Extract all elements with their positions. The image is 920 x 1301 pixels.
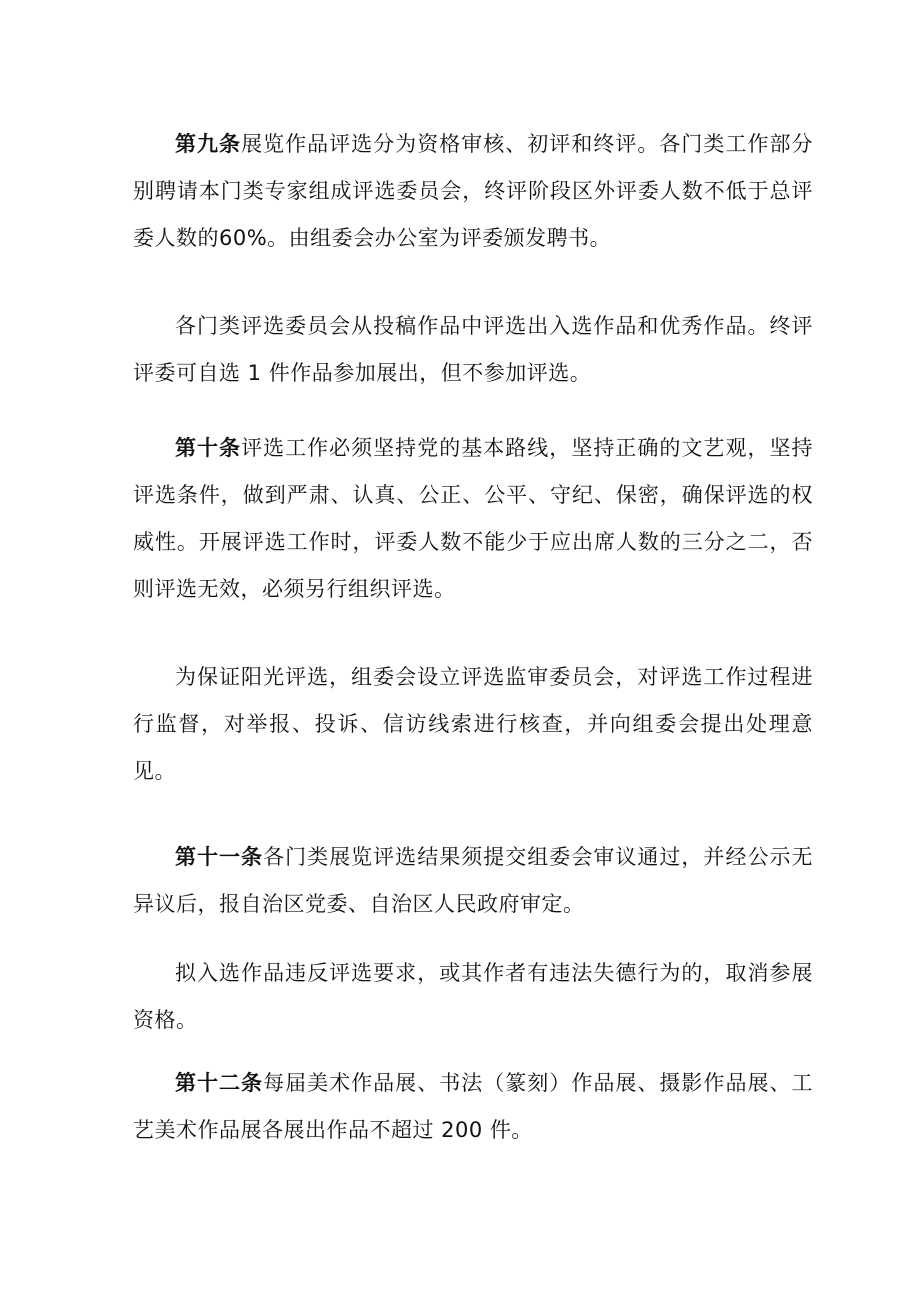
paragraph-text: 每届美术作品展、书法（篆刻）作品展、摄影作品展、工艺美术作品展各展出作品不超过 200 件。 bbox=[133, 1071, 814, 1142]
article-9-paragraph bbox=[133, 121, 813, 262]
paragraph-text: 为保证阳光评选，组委会设立评选监审委员会，对评选工作过程进行监督，对举报、投诉、信访线索进行核查，并向组委会提出处理意见。 bbox=[133, 665, 813, 783]
article-11-subparagraph bbox=[133, 950, 813, 1044]
paragraph-text: 拟入选作品违反评选要求，或其作者有违法失德行为的，取消参展资格。 bbox=[133, 961, 813, 1032]
paragraph-text: 展览作品评选分为资格审核、初评和终评。各门类工作部分别聘请本门类专家组成评选委员会，终评阶段区外评委人数不低于总评委人数的60%。由组委会办公室为评委颁发聘书。 bbox=[133, 132, 814, 250]
paragraph-text: 各门类评选委员会从投稿作品中评选出入选作品和优秀作品。终评评委可自选 1 件作品参加展出，但不参加评选。 bbox=[133, 314, 813, 385]
article-label: 第十二条 bbox=[175, 1071, 264, 1095]
paragraph-text: 评选工作必须坚持党的基本路线，坚持正确的文艺观，坚持评选条件，做到严肃、认真、公正、公平、守纪、保密，确保评选的权威性。开展评选工作时，评委人数不能少于应出席人数的三分之二，否则评选无效，必须另行组织评选。 bbox=[133, 436, 814, 601]
article-11-paragraph bbox=[133, 834, 813, 928]
article-label: 第十条 bbox=[175, 436, 242, 460]
article-label: 第九条 bbox=[175, 132, 242, 156]
article-label: 第十一条 bbox=[175, 845, 264, 869]
paragraph-text: 各门类展览评选结果须提交组委会审议通过，并经公示无异议后，报自治区党委、自治区人民政府审定。 bbox=[133, 845, 814, 916]
article-10-paragraph bbox=[133, 425, 813, 613]
article-12-paragraph bbox=[133, 1060, 813, 1154]
article-10-subparagraph bbox=[133, 654, 813, 795]
article-9-subparagraph bbox=[133, 303, 813, 397]
